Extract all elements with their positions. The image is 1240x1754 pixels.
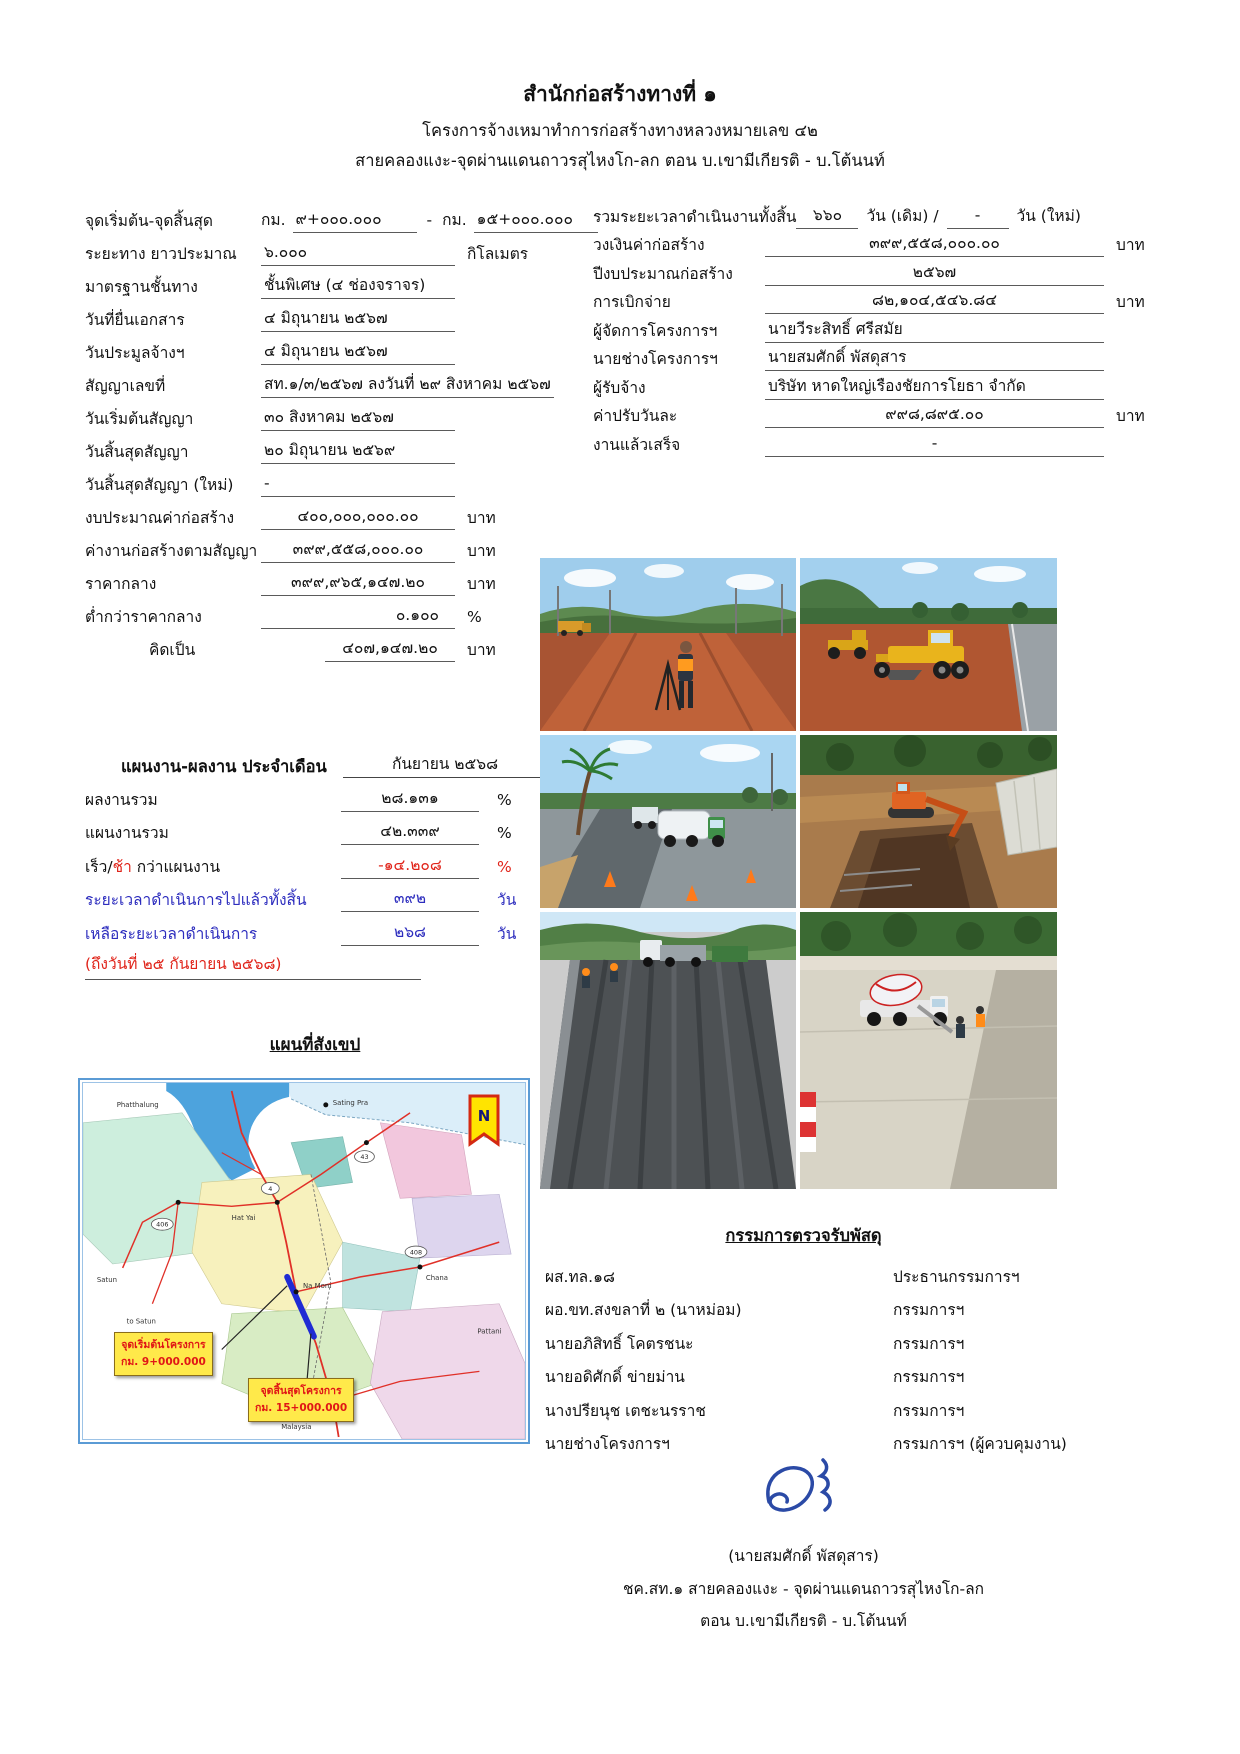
field-unit: % [497, 857, 512, 876]
field-value: ๓๙๙,๙๖๕,๑๔๗.๒๐ [261, 572, 455, 596]
field-value: ๔ มิถุนายน ๒๕๖๗ [261, 341, 455, 365]
photo-excavator-trench [800, 735, 1057, 908]
duration-new-value: - [947, 205, 1009, 229]
field-unit: บาท [467, 641, 496, 660]
field-unit: กิโลเมตร [467, 245, 529, 264]
field-label: วงเงินค่าก่อสร้าง [593, 236, 705, 255]
report-header [0, 80, 1240, 173]
committee-section [545, 1224, 1067, 1461]
field-unit: % [497, 824, 512, 843]
svg-text:Malaysia: Malaysia [281, 1423, 312, 1432]
km-dash: - [426, 211, 433, 230]
committee-member-name: ผส.ทล.๑๘ [545, 1267, 615, 1286]
field-label: ค่างานก่อสร้างตามสัญญา [85, 542, 258, 561]
form-row [85, 530, 545, 563]
committee-member-name: นายช่างโครงการฯ [545, 1434, 670, 1453]
form-row [593, 428, 1160, 457]
signer-org-line2: ตอน บ.เขามีเกียรติ - บ.โต้นนท์ [700, 1612, 907, 1631]
field-unit: วัน [497, 891, 517, 910]
map-heading: แผนที่สังเขป [269, 1035, 361, 1055]
field-label: วันที่ยื่นเอกสาร [85, 311, 185, 330]
svg-text:Hat Yai: Hat Yai [231, 1214, 256, 1223]
field-label: การเบิกจ่าย [593, 293, 671, 312]
form-row [85, 497, 545, 530]
form-row [85, 629, 545, 662]
form-row [85, 299, 545, 332]
form-left-column [85, 200, 573, 662]
field-unit: บาท [467, 542, 496, 561]
field-value: ๖.๐๐๐ [261, 242, 455, 266]
form-row [593, 314, 1160, 343]
form-row [85, 464, 545, 497]
progress-row-plan [85, 812, 547, 846]
field-value: สท.๑/๓/๒๕๖๗ ลงวันที่ ๒๙ สิงหาคม ๒๕๖๗ [261, 374, 554, 398]
km-prefix: กม. [261, 211, 286, 230]
field-label: เหลือระยะเวลาดำเนินการ [85, 924, 258, 943]
progress-row-elapsed [85, 879, 547, 913]
field-label: ผลงานรวม [85, 790, 158, 809]
field-value: ๓๐ สิงหาคม ๒๕๖๗ [261, 407, 455, 431]
field-value: นายวีระสิทธิ์ ศรีสมัย [765, 319, 1104, 343]
field-label: ค่าปรับวันละ [593, 407, 678, 426]
field-value: ๔๐๐,๐๐๐,๐๐๐.๐๐ [261, 506, 455, 530]
field-label: นายช่างโครงการฯ [593, 350, 718, 369]
committee-member-role: กรรมการฯ [893, 1301, 965, 1320]
form-row [593, 400, 1160, 429]
field-label: ระยะเวลาดำเนินการไปแล้วทั้งสิ้น [85, 891, 307, 910]
form-row [85, 332, 545, 365]
duration-new-unit: วัน (ใหม่) [1016, 206, 1081, 225]
committee-member-name: นางปรียนุช เตชะนรราช [545, 1401, 706, 1420]
progress-as-of-note: (ถึงวันที่ ๒๕ กันยายน ๒๕๖๘) [85, 946, 421, 981]
form-row [85, 431, 545, 464]
svg-text:4: 4 [268, 1184, 273, 1193]
field-value: บริษัท หาดใหญ่เรืองชัยการโยธา จำกัด [765, 376, 1104, 400]
field-value: ๔๐๗,๑๔๗.๒๐ [325, 638, 455, 662]
field-value: ๘๒,๑๐๔,๕๔๖.๘๔ [765, 290, 1104, 314]
field-label: ระยะทาง ยาวประมาณ [85, 245, 237, 264]
committee-row [545, 1294, 1062, 1327]
field-value: ๓๙๒ [341, 888, 479, 912]
committee-row [545, 1328, 1062, 1361]
field-label: สัญญาเลขที่ [85, 377, 166, 396]
field-label: งบประมาณค่าก่อสร้าง [85, 509, 235, 528]
progress-section [85, 740, 547, 980]
field-label: วันเริ่มต้นสัญญา [85, 410, 194, 429]
svg-text:Phatthalung: Phatthalung [116, 1100, 159, 1109]
form-row [593, 257, 1160, 286]
field-label: ผู้จัดการโครงการฯ [593, 321, 718, 340]
committee-member-role: กรรมการฯ [893, 1334, 965, 1353]
field-label: แผนงานรวม [85, 824, 169, 843]
committee-member-name: นายอดิศักดิ์ ข่ายม่าน [545, 1368, 685, 1387]
committee-member-role: ประธานกรรมการฯ [893, 1267, 1020, 1286]
field-label: วันสิ้นสุดสัญญา (ใหม่) [85, 476, 234, 495]
form-row [85, 266, 545, 299]
field-value: -๑๔.๒๐๘ [341, 855, 479, 879]
form-row [85, 365, 551, 398]
field-unit: % [467, 608, 482, 627]
field-value: ๔ มิถุนายน ๒๕๖๗ [261, 308, 455, 332]
photo-milled-asphalt [540, 912, 796, 1189]
progress-month-value: กันยายน ๒๕๖๘ [343, 754, 547, 778]
field-label: คิดเป็น [149, 641, 196, 660]
north-arrow-icon [466, 1094, 502, 1154]
photo-graders [800, 558, 1057, 731]
field-unit: บาท [1116, 407, 1145, 426]
field-label: วันสิ้นสุดสัญญา [85, 443, 189, 462]
km-prefix: กม. [442, 211, 467, 230]
field-label: มาตรฐานชั้นทาง [85, 278, 198, 297]
field-label: เร็ว/ช้า กว่าแผนงาน [85, 857, 221, 876]
committee-member-name: ผอ.ขท.สงขลาที่ ๒ (นาหม่อม) [545, 1301, 742, 1320]
progress-title: แผนงาน-ผลงาน ประจำเดือน [121, 756, 327, 776]
photo-survey-worker [540, 558, 796, 731]
progress-header [85, 740, 547, 778]
field-value: ๒๐ มิถุนายน ๒๕๖๙ [261, 440, 455, 464]
duration-old-value: ๖๖๐ [796, 205, 858, 229]
field-unit: บาท [467, 575, 496, 594]
form-row [85, 233, 545, 266]
svg-text:Chana: Chana [425, 1273, 448, 1282]
handwritten-signature [729, 1452, 879, 1534]
committee-member-name: นายอภิสิทธิ์ โคตรชนะ [545, 1334, 694, 1353]
field-value: - [261, 473, 455, 497]
field-value: ๒๘.๑๓๑ [341, 788, 479, 812]
svg-text:to Satun: to Satun [126, 1317, 156, 1326]
photo-concrete-pour [800, 912, 1057, 1189]
field-label: ปีงบประมาณก่อสร้าง [593, 264, 733, 283]
form-right-column [593, 200, 1160, 457]
committee-member-role: กรรมการฯ [893, 1368, 965, 1387]
field-value: ๔๒.๓๓๙ [341, 821, 479, 845]
field-unit: % [497, 790, 512, 809]
committee-row [545, 1395, 1062, 1428]
form-row [85, 563, 545, 596]
committee-row [545, 1361, 1062, 1394]
field-value: ๒๕๖๗ [765, 262, 1104, 286]
field-unit: บาท [1116, 236, 1145, 255]
field-value: - [765, 433, 1104, 457]
field-value: ๓๙๙,๕๕๘,๐๐๐.๐๐ [261, 539, 455, 563]
field-label: ผู้รับจ้าง [593, 378, 646, 397]
form-row [593, 343, 1160, 372]
form-row-duration [593, 200, 1160, 229]
svg-text:Satun: Satun [96, 1275, 118, 1284]
svg-text:Na Mom: Na Mom [303, 1281, 332, 1290]
field-unit: บาท [1116, 293, 1145, 312]
progress-row-diff [85, 845, 547, 879]
committee-row [545, 1261, 1062, 1294]
committee-heading: กรรมการตรวจรับพัสดุ [725, 1226, 882, 1245]
page-title: สำนักก่อสร้างทางที่ ๑ [523, 82, 717, 106]
form-row [593, 371, 1160, 400]
progress-row-actual [85, 778, 547, 812]
form-row [85, 596, 545, 629]
signer-org-line1: ชค.สท.๑ สายคลองแงะ - จุดผ่านแดนถาวรสุไหงโก-ลก [622, 1579, 985, 1598]
field-label: จุดเริ่มต้น-จุดสิ้นสุด [85, 212, 213, 231]
field-value: ๓๙๙,๕๕๘,๐๐๐.๐๐ [765, 233, 1104, 257]
committee-member-role: กรรมการฯ [893, 1401, 965, 1420]
field-label: งานแล้วเสร็จ [593, 435, 681, 454]
field-value: ๒๖๘ [341, 922, 479, 946]
field-label: ต่ำกว่าราคากลาง [85, 608, 202, 627]
map-callout-end: จุดสิ้นสุดโครงการ กม. 15+000.000 [248, 1378, 354, 1422]
location-map [78, 1078, 530, 1444]
project-line: โครงการจ้างเหมาทำการก่อสร้างทางหลวงหมายเลข ๔๒ [422, 121, 818, 141]
progress-row-remaining [85, 912, 547, 946]
form-row [85, 398, 545, 431]
map-callout-start: จุดเริ่มต้นโครงการ กม. 9+000.000 [114, 1332, 213, 1376]
duration-old-unit: วัน (เดิม) / [866, 206, 939, 225]
svg-text:N: N [477, 1107, 491, 1125]
form-row-km [85, 200, 573, 233]
photo-trucks-road [540, 735, 796, 908]
field-value: ชั้นพิเศษ (๔ ช่องจราจร) [261, 275, 455, 299]
km-end-value: ๑๕+๐๐๐.๐๐๐ [474, 209, 598, 233]
km-start-value: ๙+๐๐๐.๐๐๐ [293, 209, 417, 233]
field-label: รวมระยะเวลาดำเนินงานทั้งสิ้น [593, 207, 797, 226]
svg-text:408: 408 [409, 1248, 423, 1257]
field-label: วันประมูลจ้างฯ [85, 344, 185, 363]
signature-block [545, 1452, 1062, 1638]
signer-name: (นายสมศักดิ์ พัสดุสาร) [728, 1547, 879, 1565]
committee-member-role: กรรมการฯ (ผู้ควบคุมงาน) [893, 1434, 1067, 1453]
form-row [593, 286, 1160, 315]
section-line: สายคลองแงะ-จุดผ่านแดนถาวรสุไหงโก-ลก ตอน บ.เขามีเกียรติ - บ.โต้นนท์ [355, 151, 885, 171]
svg-text:43: 43 [360, 1153, 369, 1162]
field-unit: บาท [467, 509, 496, 528]
field-value: นายสมศักดิ์ พัสดุสาร [765, 347, 1104, 371]
svg-text:Pattani: Pattani [477, 1327, 502, 1336]
svg-text:Sating Pra: Sating Pra [332, 1098, 369, 1107]
field-label: ราคากลาง [85, 575, 157, 594]
svg-text:406: 406 [156, 1220, 169, 1229]
form-row [593, 229, 1160, 258]
field-value: ๐.๑๐๐ [261, 605, 455, 629]
field-unit: วัน [497, 924, 517, 943]
field-value: ๙๙๘,๘๙๕.๐๐ [765, 404, 1104, 428]
